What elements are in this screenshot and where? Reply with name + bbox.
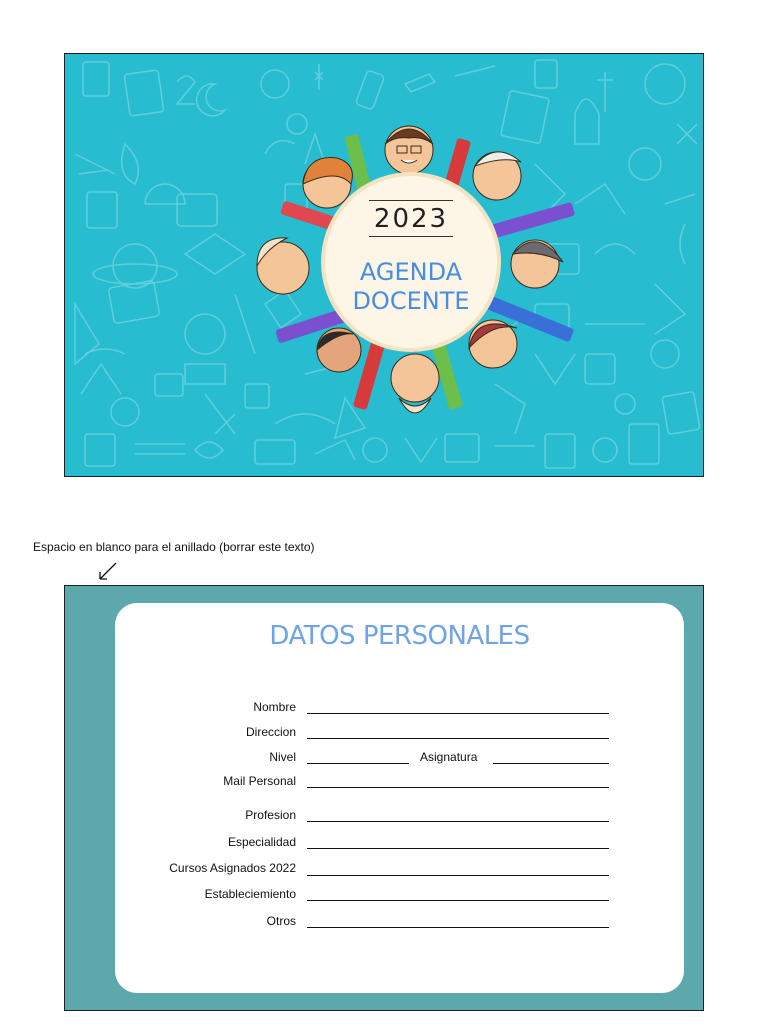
personal-data-title: DATOS PERSONALES bbox=[269, 621, 530, 651]
field-nombre-line[interactable] bbox=[307, 713, 609, 714]
cover-year: 2023 bbox=[373, 204, 449, 234]
label-profesion: Profesion bbox=[245, 808, 296, 822]
field-direccion-line[interactable] bbox=[307, 738, 609, 739]
field-otros-line[interactable] bbox=[307, 927, 609, 928]
label-asignatura: Asignatura bbox=[420, 750, 478, 764]
label-nombre: Nombre bbox=[253, 700, 296, 714]
field-asignatura-line[interactable] bbox=[493, 763, 609, 764]
cover-title-circle bbox=[325, 176, 497, 348]
year-top-rule bbox=[369, 200, 453, 201]
cover-title-line1: AGENDA bbox=[359, 258, 463, 286]
field-establecimiento-line[interactable] bbox=[307, 900, 609, 901]
field-cursos-line[interactable] bbox=[307, 875, 609, 876]
label-especialidad: Especialidad bbox=[227, 835, 296, 849]
field-mail-line[interactable] bbox=[307, 787, 609, 788]
personal-data-page bbox=[64, 585, 704, 1011]
label-mail: Mail Personal bbox=[223, 774, 296, 788]
cover-page bbox=[64, 53, 704, 477]
label-otros: Otros bbox=[266, 914, 296, 928]
label-establecimiento: Estableciemiento bbox=[204, 887, 296, 901]
year-bottom-rule bbox=[369, 236, 453, 237]
label-cursos: Cursos Asignados 2022 bbox=[169, 861, 296, 875]
arrow-down-left-icon bbox=[96, 560, 120, 584]
field-especialidad-line[interactable] bbox=[307, 848, 609, 849]
field-profesion-line[interactable] bbox=[307, 821, 609, 822]
personal-data-card bbox=[115, 603, 684, 993]
binding-note: Espacio en blanco para el anillado (borrar este texto) bbox=[33, 540, 315, 554]
label-direccion: Direccion bbox=[245, 725, 296, 739]
cover-title bbox=[325, 258, 497, 316]
cover-title-line2: DOCENTE bbox=[352, 287, 470, 315]
label-nivel: Nivel bbox=[269, 750, 296, 764]
field-nivel-line[interactable] bbox=[307, 763, 409, 764]
